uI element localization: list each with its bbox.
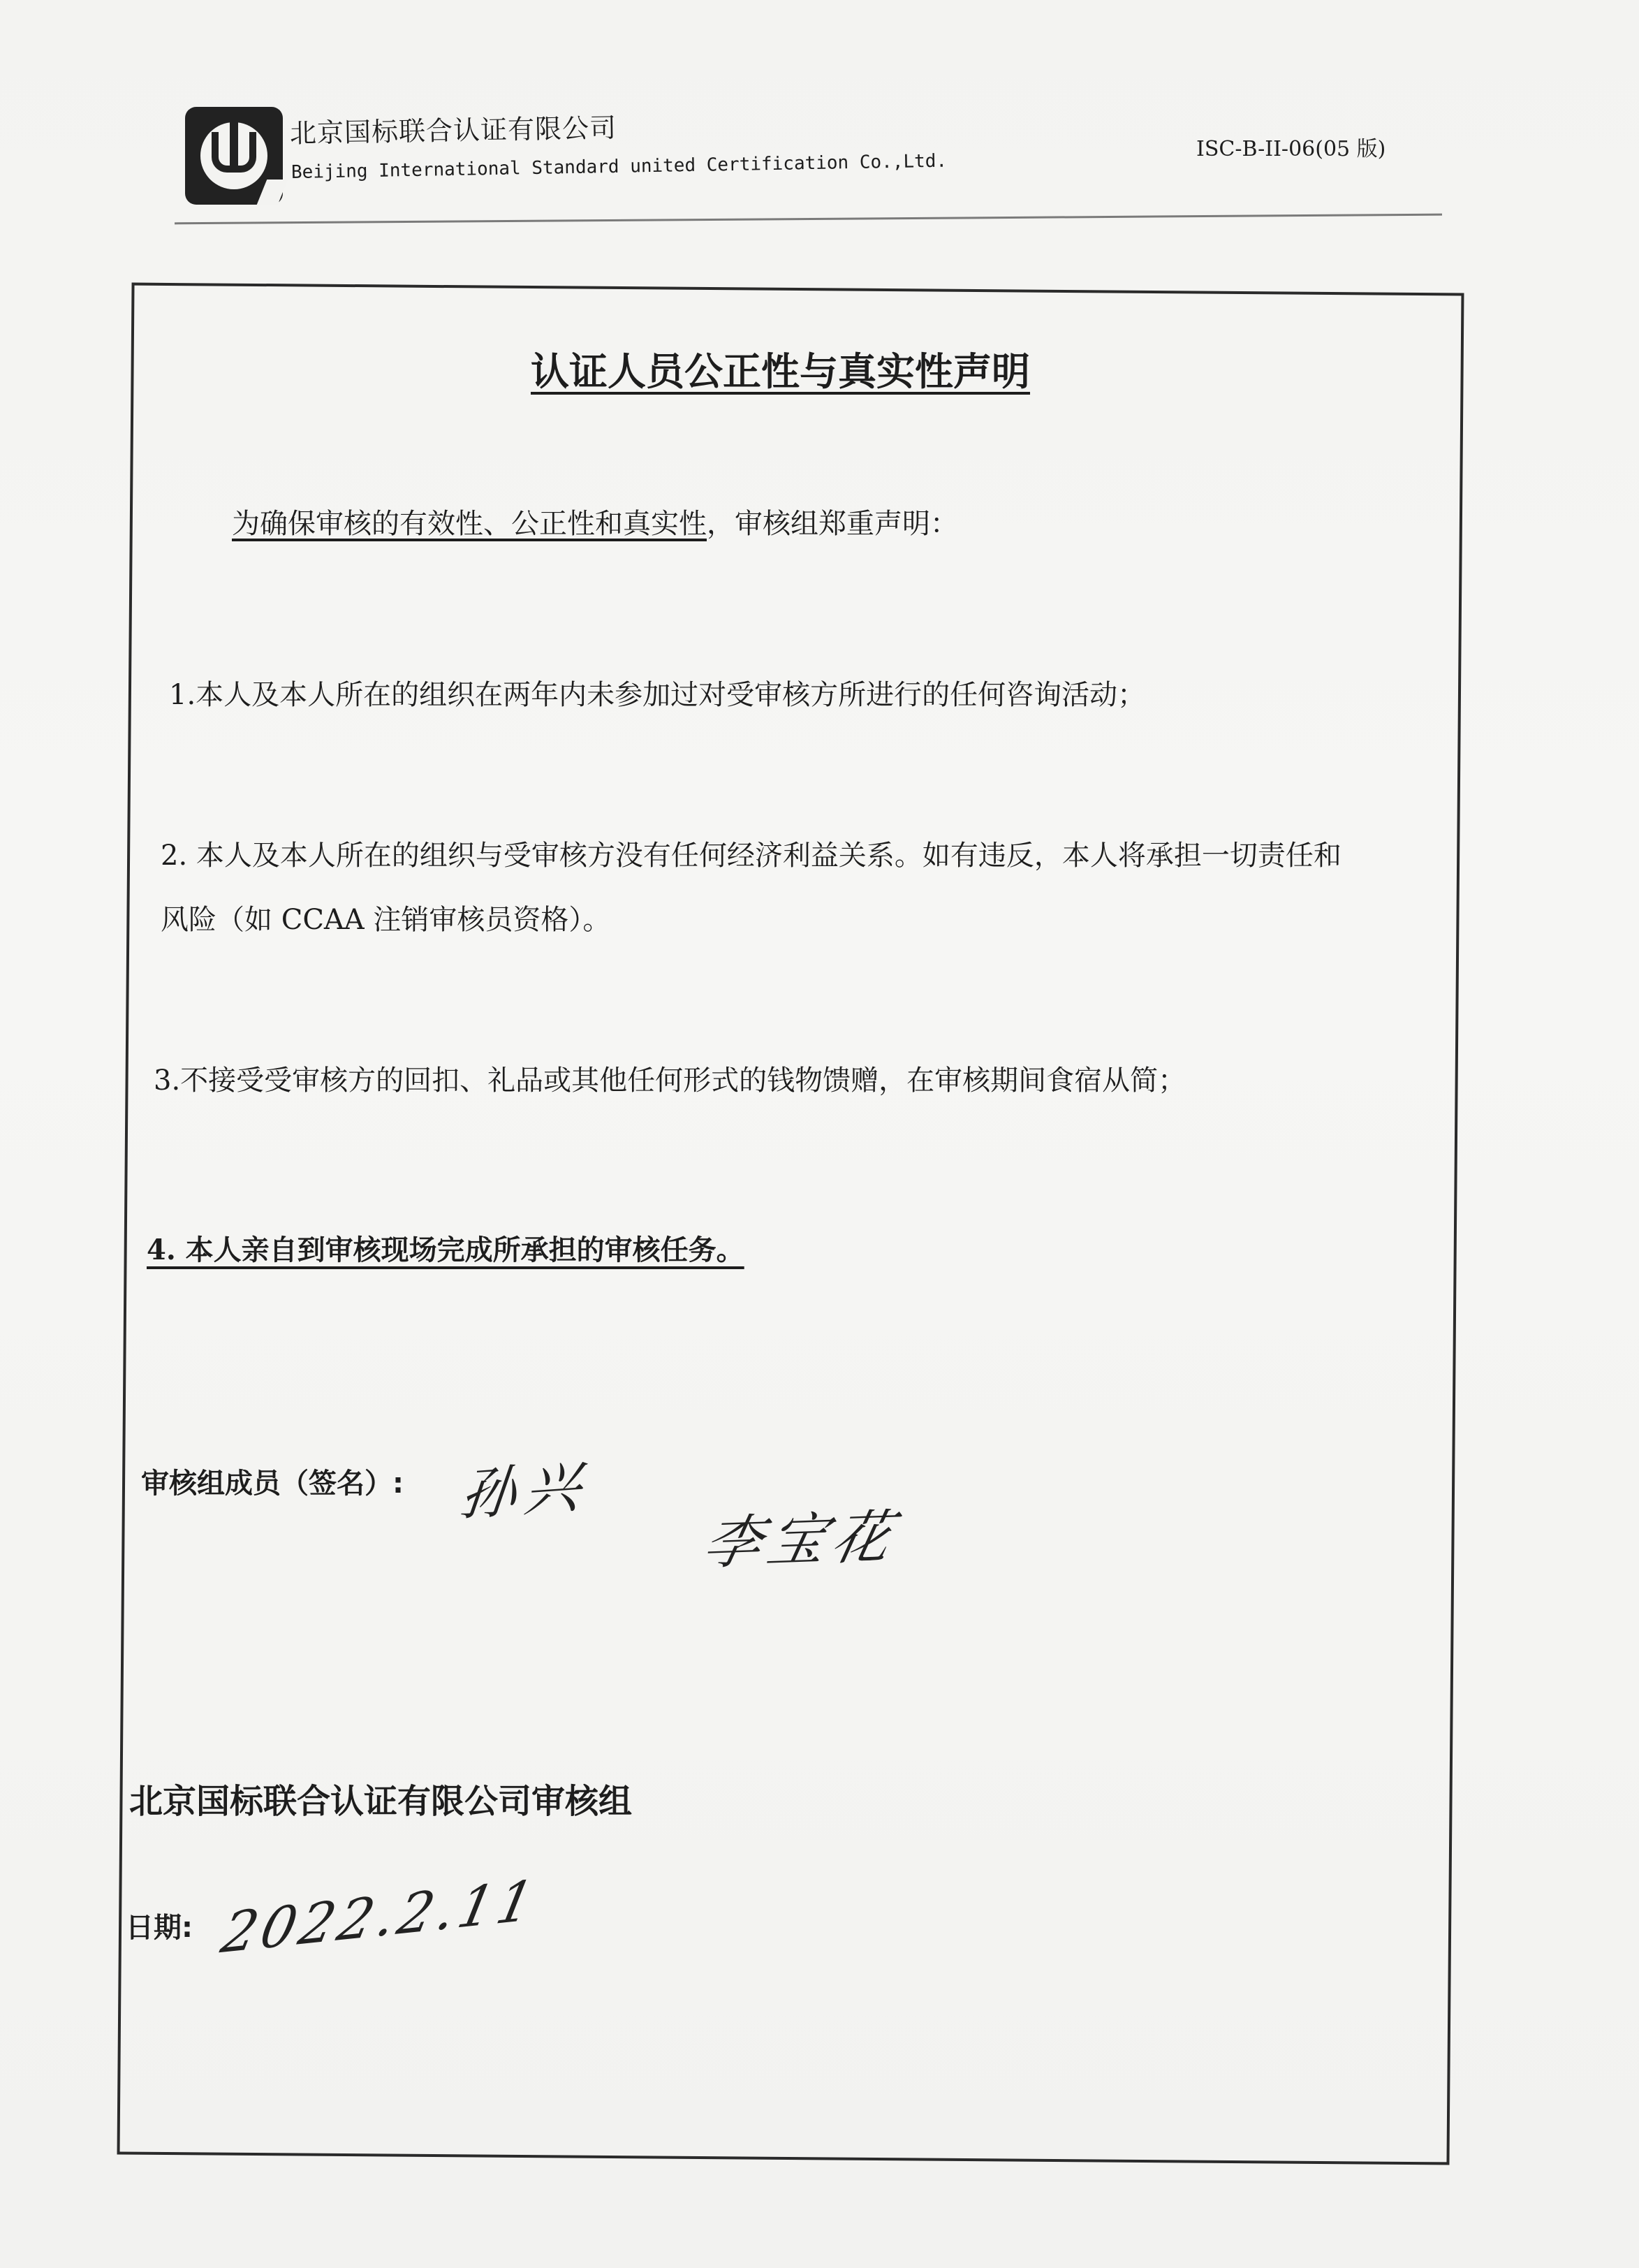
declaration-item-2: 2. 本人及本人所在的组织与受审核方没有任何经济利益关系。如有违反，本人将承担一切责任和 xyxy=(161,840,1342,872)
members-signature-label: 审核组成员（签名）: xyxy=(141,1468,404,1500)
declaration-title: 认证人员公正性与真实性声明 xyxy=(531,349,1031,394)
company-logo xyxy=(185,107,283,205)
date-label: 日期: xyxy=(126,1912,193,1944)
letterhead xyxy=(185,103,1442,208)
handwritten-signature-2: 李宝花 xyxy=(697,1503,904,1578)
audit-team-organization: 北京国标联合认证有限公司审核组 xyxy=(129,1782,633,1821)
intro-rest-text: ，审核组郑重声明： xyxy=(707,508,958,540)
form-code: ISC-B-II-06(05 版) xyxy=(1196,137,1386,161)
declaration-item-1: 1.本人及本人所在的组织在两年内未参加过对受审核方所进行的任何咨询活动； xyxy=(169,679,1146,711)
handwritten-date: 2022.2.11 xyxy=(216,1868,543,1966)
company-name-en: Beijing International Standard united Certification Co.,Ltd. xyxy=(291,150,948,183)
declaration-frame xyxy=(117,283,1464,2165)
intro-underlined-text: 为确保审核的有效性、公正性和真实性 xyxy=(232,508,707,540)
header-divider xyxy=(175,214,1442,225)
company-name-cn: 北京国标联合认证有限公司 xyxy=(289,112,617,149)
intro-paragraph xyxy=(232,502,958,541)
declaration-item-2-continued: 风险（如 CCAA 注销审核员资格）。 xyxy=(161,904,611,936)
declaration-item-4: 4. 本人亲自到审核现场完成所承担的审核任务。 xyxy=(147,1234,744,1266)
declaration-item-3: 3.不接受受审核方的回扣、礼品或其他任何形式的钱物馈赠，在审核期间食宿从简； xyxy=(154,1065,1186,1097)
handwritten-signature-1: 孙兴 xyxy=(457,1454,592,1528)
